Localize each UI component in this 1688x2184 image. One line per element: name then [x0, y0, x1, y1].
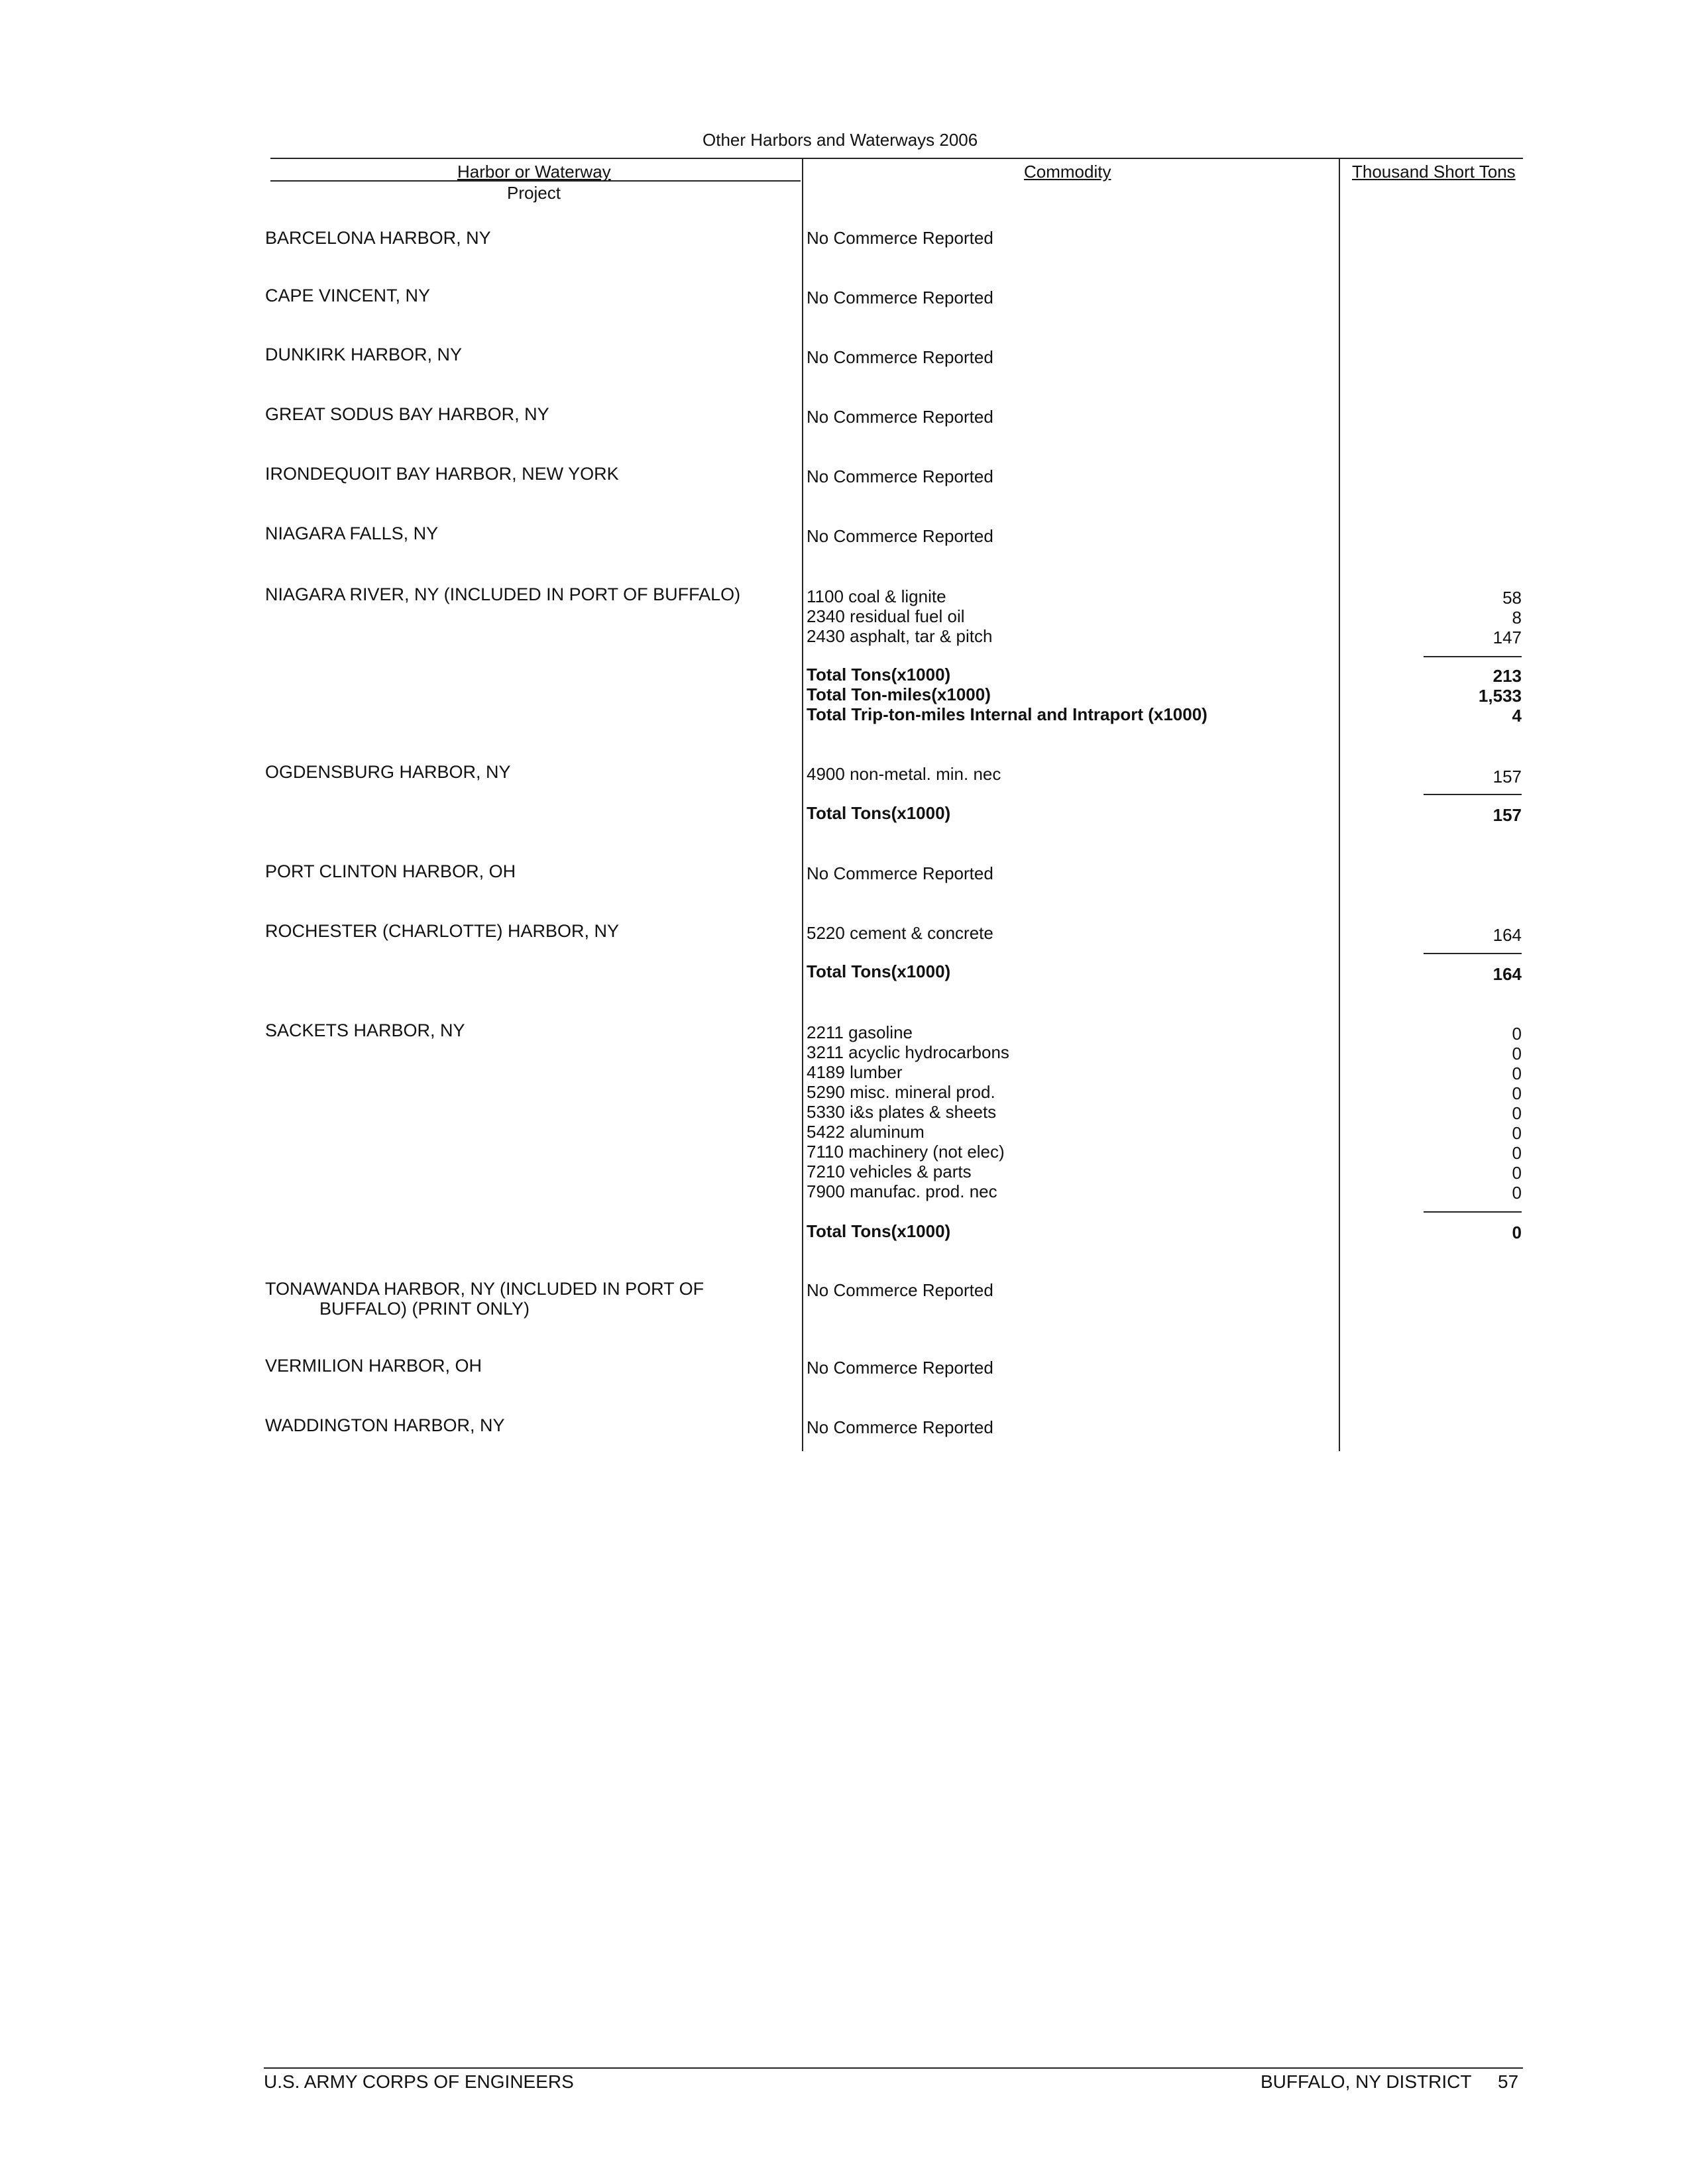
- tons-value: 0: [1512, 1103, 1522, 1123]
- footer-agency: U.S. ARMY CORPS OF ENGINEERS: [264, 2071, 574, 2092]
- page-number: 57: [1498, 2071, 1519, 2092]
- total-rule: [1424, 953, 1522, 954]
- tons-value: 0: [1512, 1123, 1522, 1143]
- commodity-item: 2340 residual fuel oil: [807, 606, 965, 626]
- footer-rule: [264, 2067, 1523, 2069]
- total-value: 157: [1492, 805, 1522, 825]
- harbor-name: TONAWANDA HARBOR, NY (INCLUDED IN PORT OF: [265, 1279, 704, 1299]
- harbor-name: WADDINGTON HARBOR, NY: [265, 1415, 505, 1435]
- total-label: Total Tons(x1000): [807, 665, 951, 684]
- harbor-name: NIAGARA FALLS, NY: [265, 523, 439, 543]
- total-value: 213: [1492, 666, 1522, 686]
- commodity-text: No Commerce Reported: [807, 1358, 993, 1378]
- tons-value: 0: [1512, 1064, 1522, 1083]
- tons-value: 0: [1512, 1083, 1522, 1103]
- total-label: Total Tons(x1000): [807, 803, 951, 823]
- tons-value: 0: [1512, 1183, 1522, 1203]
- harbor-name: DUNKIRK HARBOR, NY: [265, 345, 463, 364]
- commodity-text: No Commerce Reported: [807, 863, 993, 883]
- harbor-name: ROCHESTER (CHARLOTTE) HARBOR, NY: [265, 921, 620, 941]
- total-label: Total Tons(x1000): [807, 1221, 951, 1241]
- tons-value: 157: [1492, 767, 1522, 787]
- harbor-name: VERMILION HARBOR, OH: [265, 1356, 482, 1376]
- harbor-name: OGDENSBURG HARBOR, NY: [265, 762, 511, 782]
- header-harbor: Harbor or Waterway: [457, 162, 611, 182]
- commodity-text: No Commerce Reported: [807, 466, 993, 486]
- commodity-item: 1100 coal & lignite: [807, 586, 946, 606]
- harbor-name: CAPE VINCENT, NY: [265, 286, 431, 305]
- commodity-text: No Commerce Reported: [807, 407, 993, 427]
- commodity-item: 7210 vehicles & parts: [807, 1162, 972, 1181]
- commodity-item: 7900 manufac. prod. nec: [807, 1181, 997, 1201]
- total-value: 0: [1512, 1223, 1522, 1242]
- commodity-text: No Commerce Reported: [807, 526, 993, 546]
- page-title: Other Harbors and Waterways 2006: [703, 130, 978, 150]
- total-label: Total Ton-miles(x1000): [807, 684, 991, 704]
- total-rule: [1424, 1211, 1522, 1213]
- commodity-text: No Commerce Reported: [807, 228, 993, 248]
- commodity-text: No Commerce Reported: [807, 347, 993, 367]
- tons-value: 0: [1512, 1163, 1522, 1183]
- column-divider-left: [802, 159, 803, 1451]
- commodity-item: 5422 aluminum: [807, 1122, 925, 1142]
- commodity-item: 5330 i&s plates & sheets: [807, 1102, 997, 1122]
- commodity-text: No Commerce Reported: [807, 288, 993, 307]
- harbor-name: GREAT SODUS BAY HARBOR, NY: [265, 404, 549, 424]
- commodity-item: 2211 gasoline: [807, 1022, 913, 1042]
- total-rule: [1424, 794, 1522, 795]
- tons-value: 147: [1492, 628, 1522, 647]
- harbor-name: SACKETS HARBOR, NY: [265, 1020, 465, 1040]
- commodity-item: 4189 lumber: [807, 1062, 903, 1082]
- header-commodity: Commodity: [1024, 162, 1111, 182]
- commodity-item: 4900 non-metal. min. nec: [807, 764, 1001, 784]
- tons-value: 0: [1512, 1024, 1522, 1044]
- total-rule: [1424, 656, 1522, 657]
- tons-value: 0: [1512, 1143, 1522, 1163]
- footer-district: BUFFALO, NY DISTRICT: [1261, 2071, 1472, 2092]
- total-value: 4: [1512, 706, 1522, 726]
- commodity-text: No Commerce Reported: [807, 1417, 993, 1437]
- total-value: 1,533: [1478, 686, 1522, 706]
- tons-value: 8: [1512, 608, 1522, 628]
- commodity-item: 7110 machinery (not elec): [807, 1142, 1005, 1162]
- harbor-name: BARCELONA HARBOR, NY: [265, 228, 491, 248]
- commodity-item: 3211 acyclic hydrocarbons: [807, 1042, 1009, 1062]
- tons-value: 58: [1502, 588, 1522, 608]
- harbor-name: PORT CLINTON HARBOR, OH: [265, 861, 516, 881]
- commodity-item: 5290 misc. mineral prod.: [807, 1082, 995, 1102]
- total-label: Total Tons(x1000): [807, 961, 951, 981]
- harbor-name-continued: BUFFALO) (PRINT ONLY): [319, 1299, 530, 1319]
- commodity-item: 5220 cement & concrete: [807, 923, 993, 943]
- header-tons: Thousand Short Tons: [1352, 162, 1516, 182]
- total-value: 164: [1492, 964, 1522, 984]
- tons-value: 0: [1512, 1044, 1522, 1064]
- header-rule-top: [270, 158, 1523, 159]
- total-label: Total Trip-ton-miles Internal and Intraport (x1000): [807, 704, 1208, 724]
- column-divider-right: [1339, 159, 1340, 1451]
- harbor-name: IRONDEQUOIT BAY HARBOR, NEW YORK: [265, 464, 619, 484]
- commodity-text: No Commerce Reported: [807, 1280, 993, 1300]
- tons-value: 164: [1492, 925, 1522, 945]
- commodity-item: 2430 asphalt, tar & pitch: [807, 626, 993, 646]
- harbor-name: NIAGARA RIVER, NY (INCLUDED IN PORT OF BUFFALO): [265, 584, 741, 604]
- header-project: Project: [507, 183, 561, 203]
